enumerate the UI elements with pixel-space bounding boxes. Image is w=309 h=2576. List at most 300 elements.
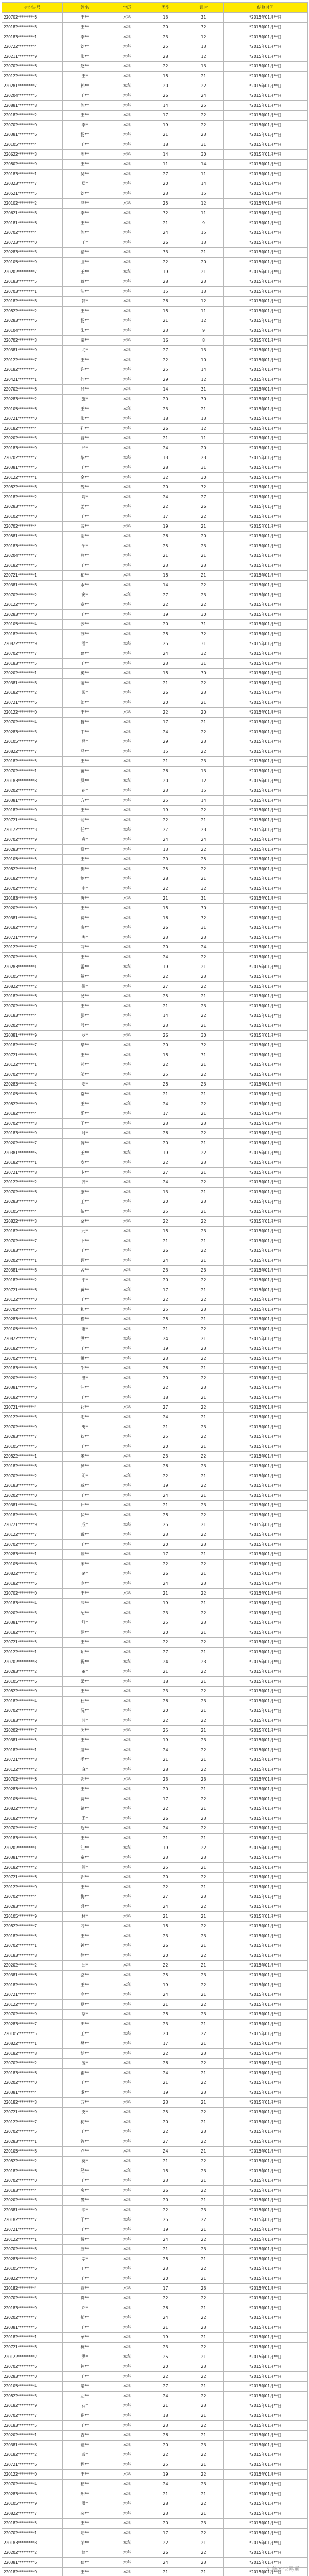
type-cell: 20 (147, 1706, 184, 1716)
table-row (2, 1873, 308, 1883)
table-row (2, 1608, 308, 1618)
hours-cell: 23 (184, 590, 224, 600)
type-cell: 22 (147, 1804, 184, 1814)
table-row (2, 1550, 308, 1560)
name-cell: 金** (63, 473, 107, 483)
name-cell: 丁** (63, 2264, 107, 2274)
type-cell: 24 (147, 2147, 184, 2157)
type-cell: 25 (147, 541, 184, 551)
name-cell: 邬** (63, 1070, 107, 1080)
id-number-cell: 220702*********0 (2, 121, 63, 130)
type-cell: 22 (147, 2372, 184, 2382)
type-cell: 24 (147, 1491, 184, 1501)
settlement-time-cell: *2015年01月**日 (224, 1785, 308, 1794)
education-cell: 本科 (107, 757, 147, 767)
name-cell: 熊** (63, 1599, 107, 1608)
education-cell: 本科 (107, 238, 147, 248)
id-number-cell: 220822*********3 (2, 1217, 63, 1227)
name-cell: 傅** (63, 1139, 107, 1148)
id-number-cell: 220183*********5 (2, 1246, 63, 1256)
name-cell: 刘** (63, 189, 107, 199)
education-cell: 本科 (107, 708, 147, 718)
table-row (2, 1295, 308, 1305)
type-cell: 24 (147, 649, 184, 659)
name-cell: 裴** (63, 2509, 107, 2519)
type-cell: 23 (147, 1687, 184, 1697)
settlement-time-cell: *2015年01月**日 (224, 1109, 308, 1119)
id-number-cell: 220822*********7 (2, 2509, 63, 2519)
settlement-time-cell: *2015年01月**日 (224, 1462, 308, 1471)
id-number-cell: 220182*********1 (2, 2333, 63, 2343)
type-cell: 14 (147, 581, 184, 590)
education-cell: 本科 (107, 1912, 147, 1922)
name-cell: 范** (63, 679, 107, 688)
type-cell: 21 (147, 2401, 184, 2411)
settlement-time-cell: *2015年01月**日 (224, 404, 308, 414)
hours-cell: 22 (184, 1667, 224, 1677)
table-row (2, 2450, 308, 2460)
id-number-cell: 220702*********1 (2, 1354, 63, 1364)
settlement-time-cell: *2015年01月**日 (224, 757, 308, 767)
education-cell: 本科 (107, 581, 147, 590)
education-cell: 本科 (107, 483, 147, 493)
type-cell: 22 (147, 2294, 184, 2303)
table-row (2, 2382, 308, 2392)
education-cell: 本科 (107, 1931, 147, 1941)
id-number-cell: 220182*********5 (2, 1931, 63, 1941)
table-row (2, 2294, 308, 2303)
settlement-time-cell: *2015年01月**日 (224, 1520, 308, 1530)
type-cell: 24 (147, 2480, 184, 2489)
table-row (2, 835, 308, 845)
settlement-time-cell: *2015年01月**日 (224, 1931, 308, 1941)
type-cell: 18 (147, 1227, 184, 1236)
hours-cell: 24 (184, 943, 224, 953)
settlement-time-cell: *2015年01月**日 (224, 2313, 308, 2323)
table-row (2, 1060, 308, 1070)
id-number-cell: 220105*********9 (2, 737, 63, 747)
table-row (2, 1501, 308, 1511)
id-number-cell: 220621*********8 (2, 209, 63, 218)
education-cell: 本科 (107, 865, 147, 874)
table-row (2, 463, 308, 473)
settlement-time-cell: *2015年01月**日 (224, 1569, 308, 1579)
hours-cell: 30 (184, 150, 224, 160)
type-cell: 19 (147, 2333, 184, 2343)
id-number-cell: 220202*********7 (2, 267, 63, 277)
type-cell: 22 (147, 1560, 184, 1569)
id-number-cell: 220122*********3 (2, 72, 63, 81)
education-cell: 本科 (107, 2225, 147, 2235)
table-row (2, 2274, 308, 2284)
type-cell: 20 (147, 81, 184, 91)
hours-cell: 30 (184, 669, 224, 679)
watermark: 头条@快易通 (266, 2566, 300, 2572)
type-cell: 19 (147, 2088, 184, 2098)
id-number-cell: 220283*********1 (2, 962, 63, 972)
table-row (2, 512, 308, 522)
type-cell: 26 (147, 424, 184, 434)
name-cell: 吕** (63, 385, 107, 395)
settlement-time-cell: *2015年01月**日 (224, 1432, 308, 1442)
education-cell: 本科 (107, 1618, 147, 1628)
id-number-cell: 220182*********5 (2, 1344, 63, 1354)
hours-cell: 14 (184, 160, 224, 170)
settlement-time-cell: *2015年01月**日 (224, 1002, 308, 1011)
name-cell: 王** (63, 218, 107, 228)
type-cell: 20 (147, 1197, 184, 1207)
table-row (2, 2411, 308, 2421)
id-number-cell: 220702*********4 (2, 1305, 63, 1315)
name-cell: 卞** (63, 1168, 107, 1178)
hours-cell: 21 (184, 1188, 224, 1197)
id-number-cell: 220822*********0 (2, 1099, 63, 1109)
education-cell: 本科 (107, 1853, 147, 1863)
name-cell: 狄** (63, 1432, 107, 1442)
hours-cell: 22 (184, 111, 224, 121)
settlement-time-cell: *2015年01月**日 (224, 2137, 308, 2147)
education-cell: 本科 (107, 316, 147, 326)
id-number-cell: 220183*********8 (2, 776, 63, 786)
table-row (2, 1227, 308, 1236)
education-cell: 本科 (107, 2401, 147, 2411)
id-number-cell: 220702*********5 (2, 953, 63, 962)
id-number-cell: 220381*********8 (2, 1853, 63, 1863)
education-cell: 本科 (107, 2029, 147, 2039)
education-cell: 本科 (107, 962, 147, 972)
education-cell: 本科 (107, 561, 147, 571)
hours-cell: 21 (184, 1550, 224, 1560)
table-row (2, 1892, 308, 1902)
table-row (2, 1765, 308, 1775)
type-cell: 28 (147, 2010, 184, 2020)
type-cell: 16 (147, 336, 184, 346)
hours-cell: 25 (184, 101, 224, 111)
education-cell: 本科 (107, 160, 147, 170)
type-cell: 26 (147, 2431, 184, 2441)
hours-cell: 22 (184, 1687, 224, 1697)
id-number-cell: 220702*********0 (2, 1589, 63, 1599)
name-cell: 王** (63, 91, 107, 101)
hours-cell: 22 (184, 2186, 224, 2196)
name-cell: 皮** (63, 1158, 107, 1168)
education-cell: 本科 (107, 1990, 147, 2000)
settlement-time-cell: *2015年01月**日 (224, 2186, 308, 2196)
name-cell: 韦** (63, 727, 107, 737)
settlement-time-cell: *2015年01月**日 (224, 1099, 308, 1109)
table-row (2, 2343, 308, 2352)
hours-cell: 22 (184, 1589, 224, 1599)
name-cell: 费** (63, 913, 107, 923)
table-row (2, 1188, 308, 1197)
education-cell: 本科 (107, 972, 147, 982)
name-cell: 黄** (63, 1285, 107, 1295)
name-cell: 邢** (63, 2489, 107, 2499)
name-cell: 秦** (63, 336, 107, 346)
table-row (2, 1462, 308, 1471)
table-row (2, 1794, 308, 1804)
settlement-time-cell: *2015年01月**日 (224, 1648, 308, 1657)
education-cell: 本科 (107, 2274, 147, 2284)
settlement-time-cell: *2015年01月**日 (224, 238, 308, 248)
settlement-time-cell: *2015年01月**日 (224, 326, 308, 336)
education-cell: 本科 (107, 258, 147, 267)
name-cell: 解** (63, 2235, 107, 2245)
id-number-cell: 220721*********8 (2, 1755, 63, 1765)
id-number-cell: 220182*********0 (2, 806, 63, 816)
table-row (2, 1354, 308, 1364)
name-cell: 柳** (63, 845, 107, 855)
name-cell: 李* (63, 121, 107, 130)
settlement-time-cell: *2015年01月**日 (224, 718, 308, 727)
education-cell: 本科 (107, 571, 147, 581)
type-cell: 26 (147, 767, 184, 776)
settlement-time-cell: *2015年01月**日 (224, 1726, 308, 1736)
type-cell: 23 (147, 32, 184, 42)
settlement-time-cell: *2015年01月**日 (224, 1148, 308, 1158)
id-number-cell: 220702*********5 (2, 1540, 63, 1550)
hours-cell: 22 (184, 1902, 224, 1912)
table-row (2, 2166, 308, 2176)
type-cell: 26 (147, 1814, 184, 1824)
education-cell: 本科 (107, 473, 147, 483)
table-row (2, 669, 308, 679)
table-row (2, 816, 308, 825)
education-cell: 本科 (107, 1922, 147, 1931)
settlement-time-cell: *2015年01月**日 (224, 1139, 308, 1148)
type-cell: 22 (147, 1961, 184, 1971)
hours-cell: 23 (184, 1266, 224, 1276)
settlement-time-cell: *2015年01月**日 (224, 2303, 308, 2313)
hours-cell: 14 (184, 179, 224, 189)
settlement-time-cell: *2015年01月**日 (224, 649, 308, 659)
table-row (2, 1736, 308, 1745)
settlement-time-cell: *2015年01月**日 (224, 2215, 308, 2225)
id-number-cell: 220122*********3 (2, 825, 63, 835)
education-cell: 本科 (107, 1334, 147, 1344)
name-cell: 酆** (63, 865, 107, 874)
education-cell: 本科 (107, 2157, 147, 2166)
education-cell: 本科 (107, 913, 147, 923)
table-row (2, 2499, 308, 2509)
type-cell: 18 (147, 571, 184, 581)
type-cell: 20 (147, 2519, 184, 2529)
settlement-time-cell: *2015年01月**日 (224, 2441, 308, 2450)
education-cell: 本科 (107, 522, 147, 532)
settlement-time-cell: *2015年01月**日 (224, 316, 308, 326)
education-cell: 本科 (107, 189, 147, 199)
name-cell: 董* (63, 1667, 107, 1677)
table-row (2, 757, 308, 767)
table-row (2, 1618, 308, 1628)
id-number-cell: 220122*********1 (2, 2235, 63, 2245)
table-row (2, 42, 308, 52)
hours-cell: 23 (184, 1501, 224, 1511)
education-cell: 本科 (107, 894, 147, 904)
hours-cell: 9 (184, 326, 224, 336)
table-body (2, 13, 308, 2576)
education-cell: 本科 (107, 943, 147, 953)
table-row (2, 1041, 308, 1050)
name-cell: 王** (63, 160, 107, 170)
type-cell: 24 (147, 1256, 184, 1266)
hours-cell: 22 (184, 1129, 224, 1139)
id-number-cell: 220202*********1 (2, 669, 63, 679)
id-number-cell: 220182*********2 (2, 493, 63, 502)
hours-cell: 21 (184, 267, 224, 277)
type-cell: 23 (147, 189, 184, 199)
id-number-cell: 220122*********0 (2, 1883, 63, 1892)
name-cell: 王** (63, 1491, 107, 1501)
settlement-time-cell: *2015年01月**日 (224, 1031, 308, 1041)
table-row (2, 72, 308, 81)
type-cell: 26 (147, 2059, 184, 2069)
settlement-time-cell: *2015年01月**日 (224, 1422, 308, 1432)
id-number-cell: 220881*********8 (2, 101, 63, 111)
hours-cell: 21 (184, 1413, 224, 1422)
settlement-time-cell: *2015年01月**日 (224, 1697, 308, 1706)
hours-cell: 23 (184, 2401, 224, 2411)
id-number-cell: 220721*********6 (2, 1285, 63, 1295)
hours-cell: 30 (184, 395, 224, 404)
type-cell: 18 (147, 72, 184, 81)
settlement-time-cell: *2015年01月**日 (224, 1628, 308, 1638)
name-cell: 戴** (63, 1530, 107, 1540)
table-row (2, 2059, 308, 2069)
id-number-cell: 220182*********3 (2, 923, 63, 933)
type-cell: 25 (147, 1618, 184, 1628)
hours-cell: 23 (184, 1736, 224, 1745)
id-number-cell: 220182*********5 (2, 561, 63, 571)
id-number-cell: 220702*********4 (2, 1892, 63, 1902)
id-number-cell: 220721*********5 (2, 1050, 63, 1060)
hours-cell: 23 (184, 1618, 224, 1628)
name-cell: 王** (63, 1931, 107, 1941)
education-cell: 本科 (107, 228, 147, 238)
table-row (2, 2137, 308, 2147)
settlement-time-cell: *2015年01月**日 (224, 639, 308, 649)
name-cell: 张** (63, 52, 107, 62)
table-row (2, 2000, 308, 2010)
settlement-time-cell: *2015年01月**日 (224, 551, 308, 561)
name-cell: 王** (63, 1736, 107, 1745)
name-cell: 和** (63, 1305, 107, 1315)
id-number-cell: 220822*********9 (2, 639, 63, 649)
settlement-time-cell: *2015年01月**日 (224, 1119, 308, 1129)
table-row (2, 2206, 308, 2215)
name-cell: 房** (63, 2186, 107, 2196)
hours-cell: 21 (184, 2333, 224, 2343)
table-row (2, 1883, 308, 1892)
hours-cell: 21 (184, 2196, 224, 2206)
id-number-cell: 220323*********7 (2, 179, 63, 189)
education-cell: 本科 (107, 610, 147, 620)
type-cell: 25 (147, 1726, 184, 1736)
education-cell: 本科 (107, 385, 147, 395)
table-row (2, 1197, 308, 1207)
type-cell: 20 (147, 943, 184, 953)
table-row (2, 1599, 308, 1608)
type-cell: 14 (147, 1011, 184, 1021)
education-cell: 本科 (107, 1657, 147, 1667)
type-cell: 26 (147, 238, 184, 248)
type-cell: 21 (147, 2000, 184, 2010)
name-cell: 徐** (63, 1951, 107, 1961)
table-row (2, 32, 308, 42)
name-cell: 荣** (63, 2538, 107, 2548)
name-cell: 鲁** (63, 718, 107, 727)
id-number-cell: 220721*********6 (2, 698, 63, 708)
settlement-time-cell: *2015年01月**日 (224, 727, 308, 737)
id-number-cell: 220702*********1 (2, 1941, 63, 1951)
education-cell: 本科 (107, 2196, 147, 2206)
type-cell: 32 (147, 209, 184, 218)
name-cell: 王** (63, 904, 107, 913)
name-cell: 钟** (63, 1941, 107, 1951)
header-row (2, 3, 308, 13)
table-row (2, 1775, 308, 1785)
hours-cell: 23 (184, 1892, 224, 1902)
name-cell: 路** (63, 1804, 107, 1814)
table-row (2, 600, 308, 610)
table-row (2, 375, 308, 385)
hours-cell: 22 (184, 679, 224, 688)
table-row (2, 1922, 308, 1931)
education-cell: 本科 (107, 307, 147, 316)
settlement-time-cell: *2015年01月**日 (224, 2274, 308, 2284)
hours-cell: 23 (184, 1971, 224, 1980)
settlement-time-cell: *2015年01月**日 (224, 2548, 308, 2558)
settlement-time-cell: *2015年01月**日 (224, 307, 308, 316)
table-row (2, 767, 308, 776)
hours-cell: 21 (184, 698, 224, 708)
hours-cell: 31 (184, 894, 224, 904)
hours-cell: 21 (184, 1109, 224, 1119)
education-cell: 本科 (107, 1158, 147, 1168)
settlement-time-cell: *2015年01月**日 (224, 2323, 308, 2333)
hours-cell: 21 (184, 1912, 224, 1922)
education-cell: 本科 (107, 649, 147, 659)
settlement-time-cell: *2015年01月**日 (224, 845, 308, 855)
table-row (2, 502, 308, 512)
education-cell: 本科 (107, 590, 147, 600)
hours-cell: 14 (184, 796, 224, 806)
hours-cell: 23 (184, 2480, 224, 2489)
name-cell: 钮** (63, 2441, 107, 2450)
education-cell: 本科 (107, 1560, 147, 1569)
type-cell: 26 (147, 923, 184, 933)
table-row (2, 982, 308, 992)
name-cell: 王** (63, 1883, 107, 1892)
name-cell: 汤** (63, 992, 107, 1002)
name-cell: 余** (63, 1217, 107, 1227)
type-cell: 28 (147, 1315, 184, 1325)
id-number-cell: 220105*********9 (2, 1912, 63, 1922)
education-cell: 本科 (107, 845, 147, 855)
table-row (2, 1667, 308, 1677)
education-cell: 本科 (107, 365, 147, 375)
type-cell: 25 (147, 639, 184, 649)
education-cell: 本科 (107, 1139, 147, 1148)
table-row (2, 248, 308, 258)
settlement-time-cell: *2015年01月**日 (224, 1207, 308, 1217)
hours-cell: 21 (184, 2460, 224, 2470)
table-row (2, 630, 308, 639)
table-row (2, 218, 308, 228)
id-number-cell: 220283*********3 (2, 1315, 63, 1325)
education-cell: 本科 (107, 493, 147, 502)
settlement-time-cell: *2015年01月**日 (224, 2352, 308, 2362)
